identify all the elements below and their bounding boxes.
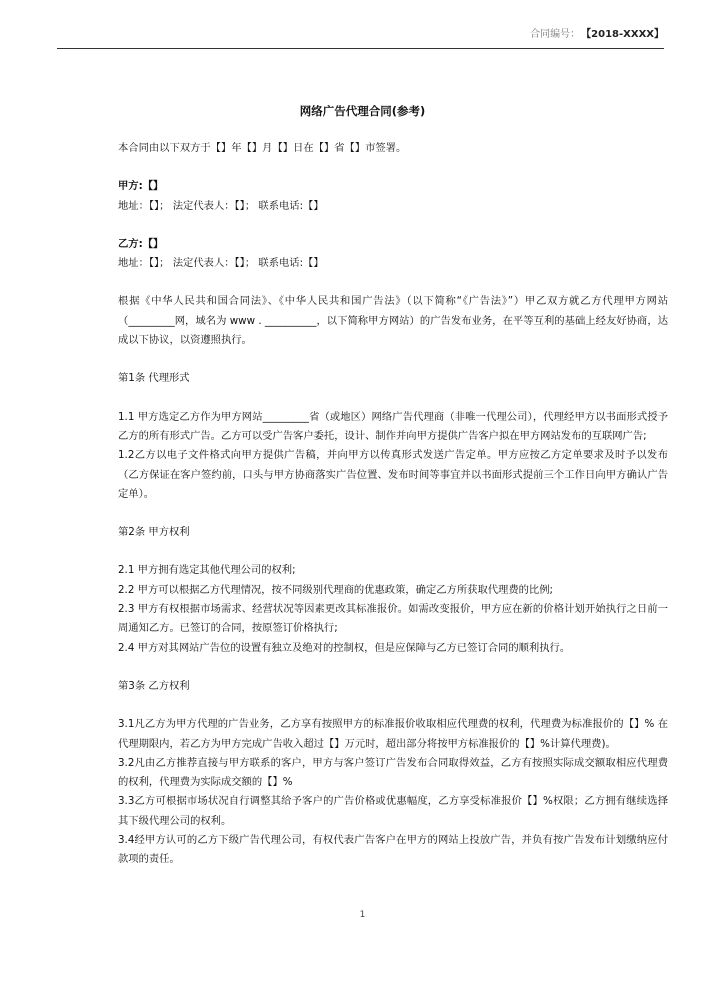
preamble-paragraph: 根据《中华人民共和国合同法》、《中华人民共和国广告法》（以下简称“《广告法》”）甲乙双方就乙方代理甲方网站（_________网，域名为 www . __________，以下简称甲方网站）的广告发布业务，在平等互利的基础上经友好协商，达成以下协议，以资遵照执行。 xyxy=(118,295,668,347)
section-1-para-2: 1.2乙方以电子文件格式向甲方提供广告稿，并向甲方以传真形式发送广告定单。甲方应按乙方定单要求及时予以发布（乙方保证在客户签约前，口头与甲方协商落实广告位置、发布时间等事宜并以书面形式提前三个工作日向甲方确认广告定单）。 xyxy=(118,449,668,500)
section-2-para-2: 2.2 甲方可以根据乙方代理情况，按不同级别代理商的优惠政策，确定乙方所获取代理费的比例; xyxy=(118,583,553,596)
page-number: 1 xyxy=(359,910,366,920)
party-b-label: 乙方:【】 xyxy=(118,237,164,250)
section-3-para-1: 3.1凡乙方为甲方代理的广告业务，乙方享有按照甲方的标准报价收取相应代理费的权利，代理费为标准报价的【】% 在代理期限内，若乙方为甲方完成广告收入超过【】万元时，超出部分将按甲方标准报价的【】%计算代理费)。 xyxy=(118,718,668,750)
intro-paragraph: 本合同由以下双方于【】年【】月【】日在【】省【】市签署。 xyxy=(118,142,407,154)
section-3-para-3: 3.3乙方可根据市场状况自行调整其给予客户的广告价格或优惠幅度，乙方享受标准报价【】%权限；乙方拥有继续选择其下级代理公司的权利。 xyxy=(118,795,668,827)
section-2-para-4: 2.4 甲方对其网站广告位的设置有独立及绝对的控制权，但是应保障与乙方已签订合同的顺利执行。 xyxy=(118,641,571,654)
section-1-heading: 第1条 代理形式 xyxy=(118,372,190,385)
party-a-info: 地址：【】； 法定代表人：【】； 联系电话:【】 xyxy=(118,199,324,212)
contract-number-label: 合同编号： xyxy=(530,29,581,40)
document-body xyxy=(118,139,668,870)
section-2-para-3: 2.3 甲方有权根据市场需求、经营状况等因素更改其标准报价。如需改变报价，甲方应在新的价格计划开始执行之日前一周通知乙方。已签订的合同，按原签订价格执行; xyxy=(118,603,668,635)
page-header xyxy=(57,22,664,49)
document-title: 网络广告代理合同(参考) xyxy=(299,104,426,118)
section-2-heading: 第2条 甲方权利 xyxy=(118,526,190,539)
party-a-label: 甲方:【】 xyxy=(118,180,164,193)
contract-number-value: 【2018-XXXX】 xyxy=(586,29,664,40)
section-3-para-4: 3.4经甲方认可的乙方下级广告代理公司，有权代表广告客户在甲方的网站上投放广告，并负有按广告发布计划缴纳应付款项的责任。 xyxy=(118,834,668,866)
section-3-para-2: 3.2凡由乙方推荐直接与甲方联系的客户，甲方与客户签订广告发布合同取得效益，乙方有按照实际成交额取相应代理费的权利，代理费为实际成交额的【】% xyxy=(118,756,668,789)
party-b-info: 地址：【】； 法定代表人：【】； 联系电话:【】 xyxy=(118,257,324,270)
section-1-para-1: 1.1 甲方选定乙方作为甲方网站_________省（或地区）网络广告代理商（非唯一代理公司），代理经甲方以书面形式授予乙方的所有形式广告。乙方可以受广告客户委托，设计、制作并向甲方提供广告客户拟在甲方网站发布的互联网广告; xyxy=(118,410,668,442)
section-2-para-1: 2.1 甲方拥有选定其他代理公司的权利; xyxy=(118,564,296,577)
section-3-heading: 第3条 乙方权利 xyxy=(118,679,190,692)
